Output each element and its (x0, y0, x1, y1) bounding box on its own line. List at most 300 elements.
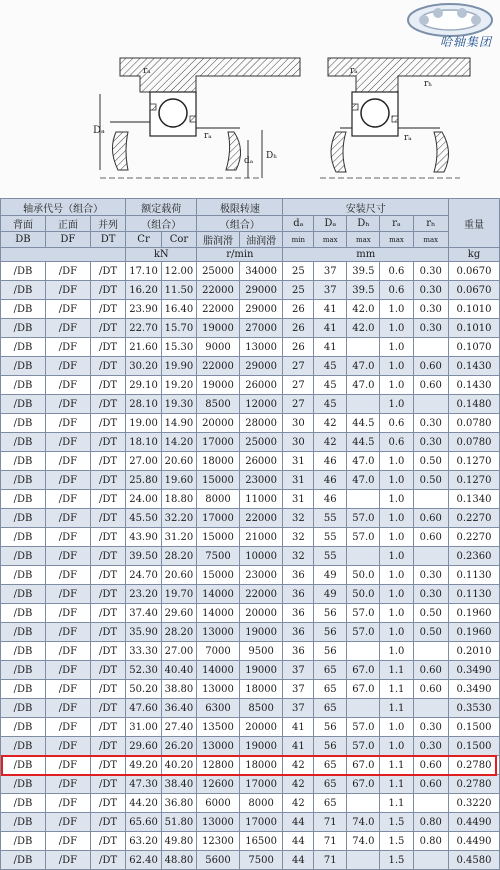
table-cell: 29000 (239, 300, 283, 319)
diagram-label-Da: Dₐ (93, 125, 105, 136)
table-cell: 0.1130 (449, 585, 500, 604)
table-cell: /DF (45, 300, 90, 319)
table-cell: 0.30 (413, 319, 449, 338)
table-cell: /DB (1, 376, 46, 395)
table-cell: 0.0670 (449, 262, 500, 281)
table-cell: 56 (314, 737, 347, 756)
table-cell: 24.70 (126, 566, 161, 585)
table-cell (413, 338, 449, 357)
table-cell: 48.80 (161, 851, 196, 870)
table-cell: 33.30 (126, 642, 161, 661)
table-cell: 1.0 (380, 490, 413, 509)
table-cell: /DT (90, 699, 125, 718)
table-cell: 35.90 (126, 623, 161, 642)
diagram-label-ra-mid: rₐ (204, 131, 212, 141)
table-cell: 0.1430 (449, 376, 500, 395)
table-cell: /DT (90, 604, 125, 623)
table-row (1, 281, 500, 300)
table-cell: 19000 (239, 661, 283, 680)
table-cell: /DF (45, 794, 90, 813)
table-cell: 0.6 (380, 262, 413, 281)
header-speed-sub: （组合） (197, 216, 283, 232)
table-cell: /DB (1, 851, 46, 870)
table-cell: 18000 (239, 756, 283, 775)
table-cell: 13000 (197, 623, 240, 642)
table-cell: 65 (314, 756, 347, 775)
table-cell: 16500 (239, 832, 283, 851)
table-cell: 0.6 (380, 433, 413, 452)
table-cell: /DB (1, 680, 46, 699)
table-cell: 36.40 (161, 699, 196, 718)
table-cell: /DF (45, 262, 90, 281)
table-cell: /DT (90, 566, 125, 585)
table-cell: 42 (283, 794, 314, 813)
table-cell: 26 (283, 319, 314, 338)
table-cell: 1.0 (380, 452, 413, 471)
table-cell: /DT (90, 585, 125, 604)
table-cell: 1.1 (380, 661, 413, 680)
table-cell: /DB (1, 414, 46, 433)
header-mounting-dims: 安装尺寸 (283, 199, 449, 216)
table-cell: /DF (45, 490, 90, 509)
table-cell: 46 (314, 471, 347, 490)
table-cell: 65 (314, 699, 347, 718)
table-cell: /DT (90, 452, 125, 471)
table-cell: 31.00 (126, 718, 161, 737)
table-row (1, 718, 500, 737)
table-cell: 65 (314, 680, 347, 699)
table-cell: 36 (283, 623, 314, 642)
table-cell: 19.90 (161, 357, 196, 376)
table-cell: 50.0 (347, 566, 380, 585)
table-cell: 1.0 (380, 300, 413, 319)
table-cell: 0.6 (380, 281, 413, 300)
table-cell (413, 642, 449, 661)
table-cell: 1.0 (380, 338, 413, 357)
table-cell: /DB (1, 775, 46, 794)
table-cell: 29.10 (126, 376, 161, 395)
table-cell: 26 (283, 338, 314, 357)
table-cell: 55 (314, 547, 347, 566)
table-cell: 0.3490 (449, 680, 500, 699)
table-cell: 15.70 (161, 319, 196, 338)
table-cell (347, 851, 380, 870)
table-row (1, 680, 500, 699)
table-cell: 12.00 (161, 262, 196, 281)
table-cell: /DT (90, 756, 125, 775)
table-cell: 14.90 (161, 414, 196, 433)
table-cell: 0.60 (413, 509, 449, 528)
table-cell: /DT (90, 528, 125, 547)
table-cell: /DF (45, 585, 90, 604)
table-cell: 71 (314, 832, 347, 851)
table-cell: 28.20 (161, 547, 196, 566)
table-cell: 13000 (197, 680, 240, 699)
table-cell: /DB (1, 604, 46, 623)
table-cell: /DT (90, 338, 125, 357)
table-cell: 36 (283, 585, 314, 604)
table-cell: 0.30 (413, 281, 449, 300)
table-cell: 49 (314, 566, 347, 585)
table-cell: 74.0 (347, 832, 380, 851)
diagram-label-Db: Dₕ (266, 151, 278, 161)
table-cell: /DB (1, 490, 46, 509)
table-cell: /DF (45, 775, 90, 794)
table-cell: 0.30 (413, 585, 449, 604)
table-cell (347, 699, 380, 718)
table-cell: 28.20 (161, 623, 196, 642)
table-cell: 56 (314, 604, 347, 623)
table-cell: 71 (314, 813, 347, 832)
table-cell: 47.0 (347, 357, 380, 376)
table-cell: 45 (314, 395, 347, 414)
table-cell: /DB (1, 262, 46, 281)
table-cell: 20000 (239, 718, 283, 737)
table-cell: /DF (45, 623, 90, 642)
table-cell: 32 (283, 547, 314, 566)
table-cell: /DB (1, 737, 46, 756)
header-dt: DT (90, 232, 125, 248)
table-cell: 16.20 (126, 281, 161, 300)
table-cell: /DB (1, 661, 46, 680)
table-row (1, 338, 500, 357)
table-cell: /DF (45, 851, 90, 870)
table-cell: 0.2780 (449, 756, 500, 775)
table-cell: 50.20 (126, 680, 161, 699)
table-cell: 0.1010 (449, 319, 500, 338)
table-cell: 20000 (197, 414, 240, 433)
table-cell: 37 (283, 699, 314, 718)
table-cell: /DT (90, 509, 125, 528)
table-cell: 31 (283, 471, 314, 490)
table-cell: 30 (283, 414, 314, 433)
table-cell: /DT (90, 319, 125, 338)
table-cell: 49.80 (161, 832, 196, 851)
table-cell: /DB (1, 642, 46, 661)
header-unit-blank (1, 248, 126, 262)
table-cell: 44 (283, 832, 314, 851)
table-cell: 47.30 (126, 775, 161, 794)
table-cell: 0.1270 (449, 452, 500, 471)
table-cell: 36 (283, 604, 314, 623)
header-Da-max: max (314, 232, 347, 248)
table-cell: 0.30 (413, 718, 449, 737)
table-cell: 23.90 (126, 300, 161, 319)
table-row (1, 319, 500, 338)
table-row (1, 775, 500, 794)
table-cell: 25 (283, 262, 314, 281)
table-cell: 17000 (239, 775, 283, 794)
header-weight: 重量 (449, 199, 500, 248)
table-cell: 14000 (197, 585, 240, 604)
table-cell: 0.30 (413, 433, 449, 452)
table-row (1, 813, 500, 832)
table-row (1, 528, 500, 547)
table-cell: 1.0 (380, 642, 413, 661)
table-cell (413, 699, 449, 718)
table-cell: 0.80 (413, 832, 449, 851)
table-cell: 45 (314, 376, 347, 395)
table-cell: 65 (314, 775, 347, 794)
table-cell: 36 (283, 566, 314, 585)
table-cell: 32 (283, 528, 314, 547)
table-cell: /DF (45, 433, 90, 452)
table-cell: 37 (283, 680, 314, 699)
header-rb: rₕ (413, 216, 449, 232)
table-cell: 9000 (197, 338, 240, 357)
table-cell (347, 642, 380, 661)
table-cell: 22000 (197, 281, 240, 300)
table-cell: 23.20 (126, 585, 161, 604)
table-cell: /DT (90, 414, 125, 433)
table-cell: 15000 (197, 566, 240, 585)
table-cell: 0.1960 (449, 604, 500, 623)
table-cell: /DF (45, 756, 90, 775)
table-cell (347, 794, 380, 813)
table-cell: 20.60 (161, 452, 196, 471)
table-cell: 42 (314, 433, 347, 452)
table-cell: 39.50 (126, 547, 161, 566)
table-cell: /DF (45, 547, 90, 566)
table-cell: 13500 (197, 718, 240, 737)
table-cell: 67.0 (347, 756, 380, 775)
table-cell: 42 (283, 756, 314, 775)
table-cell: /DF (45, 737, 90, 756)
table-cell: 56 (314, 623, 347, 642)
table-cell: /DB (1, 471, 46, 490)
table-cell: /DT (90, 623, 125, 642)
table-cell: 62.40 (126, 851, 161, 870)
table-cell: 11000 (239, 490, 283, 509)
table-cell: 32.20 (161, 509, 196, 528)
table-cell: 0.60 (413, 775, 449, 794)
table-cell: 6000 (197, 794, 240, 813)
table-cell: /DF (45, 642, 90, 661)
table-cell: /DB (1, 718, 46, 737)
table-cell: /DB (1, 452, 46, 471)
table-cell: /DF (45, 813, 90, 832)
table-cell: 0.1500 (449, 737, 500, 756)
table-cell: /DB (1, 338, 46, 357)
table-cell: 47.0 (347, 376, 380, 395)
table-cell: 46 (314, 452, 347, 471)
table-cell: 19000 (197, 319, 240, 338)
table-row (1, 604, 500, 623)
table-cell: /DT (90, 794, 125, 813)
table-cell: 44.5 (347, 414, 380, 433)
table-cell: 9500 (239, 642, 283, 661)
table-cell: 57.0 (347, 509, 380, 528)
diagram-label-da: dₐ (244, 156, 254, 166)
table-cell: 28000 (239, 414, 283, 433)
table-cell: /DF (45, 414, 90, 433)
table-cell (413, 490, 449, 509)
table-cell: 26 (283, 300, 314, 319)
table-cell: 41 (283, 737, 314, 756)
table-cell: 41 (283, 718, 314, 737)
table-cell: 50.0 (347, 585, 380, 604)
table-cell: 1.0 (380, 737, 413, 756)
table-cell: 10000 (239, 547, 283, 566)
table-cell: 1.5 (380, 851, 413, 870)
table-cell: /DB (1, 813, 46, 832)
table-cell: 32 (283, 509, 314, 528)
table-cell: 16.40 (161, 300, 196, 319)
table-cell: /DT (90, 718, 125, 737)
table-cell: 1.0 (380, 585, 413, 604)
table-cell: 21.60 (126, 338, 161, 357)
table-cell: 0.50 (413, 623, 449, 642)
table-cell: 0.4490 (449, 832, 500, 851)
table-cell: 27.40 (161, 718, 196, 737)
table-cell: 46 (314, 490, 347, 509)
table-cell: /DF (45, 661, 90, 680)
table-cell: 49 (314, 585, 347, 604)
table-cell: 22.70 (126, 319, 161, 338)
table-cell: /DF (45, 699, 90, 718)
table-cell: 0.3490 (449, 661, 500, 680)
table-cell: 14000 (197, 661, 240, 680)
company-logo-text: 哈轴集团 (439, 35, 492, 49)
table-cell: /DT (90, 490, 125, 509)
table-cell: /DB (1, 566, 46, 585)
table-cell (347, 490, 380, 509)
table-cell: 40.20 (161, 756, 196, 775)
table-cell: 1.0 (380, 718, 413, 737)
table-cell: 38.80 (161, 680, 196, 699)
table-cell: 36.80 (161, 794, 196, 813)
table-cell: /DF (45, 528, 90, 547)
table-cell: 19.60 (161, 471, 196, 490)
table-cell (347, 395, 380, 414)
table-cell: 34000 (239, 262, 283, 281)
table-cell: 1.0 (380, 528, 413, 547)
table-cell: 0.1500 (449, 718, 500, 737)
table-cell: 1.0 (380, 509, 413, 528)
header-ra: rₐ (380, 216, 413, 232)
table-cell: 0.4580 (449, 851, 500, 870)
table-cell: 14.20 (161, 433, 196, 452)
table-row (1, 794, 500, 813)
table-cell: 1.5 (380, 813, 413, 832)
table-cell: /DB (1, 585, 46, 604)
table-cell: 1.0 (380, 376, 413, 395)
table-cell: 12000 (239, 395, 283, 414)
table-cell: 19.70 (161, 585, 196, 604)
table-cell: 31.20 (161, 528, 196, 547)
table-cell: /DF (45, 509, 90, 528)
table-cell: /DB (1, 756, 46, 775)
header-limit-speed: 极限转速 (197, 199, 283, 216)
table-row (1, 661, 500, 680)
table-cell: /DT (90, 851, 125, 870)
table-cell: 0.50 (413, 604, 449, 623)
table-cell: 31 (283, 452, 314, 471)
table-row (1, 566, 500, 585)
table-cell: 0.3220 (449, 794, 500, 813)
table-cell: /DF (45, 566, 90, 585)
table-cell: 19.20 (161, 376, 196, 395)
table-header (1, 199, 500, 262)
table-cell: 13000 (197, 813, 240, 832)
table-cell: /DB (1, 794, 46, 813)
table-cell: 26000 (239, 376, 283, 395)
table-cell: 27.00 (126, 452, 161, 471)
header-ra-max: max (380, 232, 413, 248)
table-cell: 13000 (197, 737, 240, 756)
table-cell: /DF (45, 376, 90, 395)
table-cell: 15000 (197, 471, 240, 490)
table-cell: /DT (90, 832, 125, 851)
table-cell: 0.60 (413, 680, 449, 699)
table-cell: 20.60 (161, 566, 196, 585)
header-Db: Dₕ (347, 216, 380, 232)
table-cell: 19000 (239, 737, 283, 756)
table-cell: 0.30 (413, 566, 449, 585)
table-cell: 27.00 (161, 642, 196, 661)
table-cell: /DF (45, 452, 90, 471)
table-cell: 31 (283, 490, 314, 509)
table-cell: 7500 (239, 851, 283, 870)
table-cell: 27 (283, 395, 314, 414)
table-cell (413, 395, 449, 414)
table-cell: 57.0 (347, 623, 380, 642)
table-cell: 42 (314, 414, 347, 433)
table-cell: /DB (1, 832, 46, 851)
table-cell: 0.1070 (449, 338, 500, 357)
table-cell: 43.90 (126, 528, 161, 547)
left-drawing (93, 58, 300, 178)
table-cell: 0.30 (413, 262, 449, 281)
table-cell: 51.80 (161, 813, 196, 832)
table-cell: 12300 (197, 832, 240, 851)
table-cell: 44.5 (347, 433, 380, 452)
table-cell: /DT (90, 661, 125, 680)
table-cell: /DF (45, 357, 90, 376)
table-row (1, 471, 500, 490)
table-row (1, 585, 500, 604)
table-cell: 47.60 (126, 699, 161, 718)
table-cell: 37.40 (126, 604, 161, 623)
table-cell: 1.0 (380, 623, 413, 642)
table-row (1, 357, 500, 376)
table-cell: 18000 (239, 680, 283, 699)
table-cell: 0.1340 (449, 490, 500, 509)
table-cell: 47.0 (347, 471, 380, 490)
table-cell: 65 (314, 794, 347, 813)
table-cell: /DF (45, 471, 90, 490)
table-cell: 1.0 (380, 395, 413, 414)
table-cell: 19.30 (161, 395, 196, 414)
table-cell: 1.1 (380, 680, 413, 699)
table-cell: /DT (90, 395, 125, 414)
table-row (1, 699, 500, 718)
table-cell: 1.1 (380, 756, 413, 775)
table-cell: /DB (1, 357, 46, 376)
table-cell: 1.5 (380, 832, 413, 851)
table-cell: /DB (1, 699, 46, 718)
table-row (1, 851, 500, 870)
table-body (1, 262, 500, 870)
table-cell: 42.0 (347, 319, 380, 338)
header-front: 正面 (45, 216, 90, 232)
table-cell: 37 (314, 262, 347, 281)
table-cell (413, 547, 449, 566)
table-cell: 15000 (197, 528, 240, 547)
table-cell: 23000 (239, 471, 283, 490)
table-cell: 0.2360 (449, 547, 500, 566)
table-cell: /DB (1, 395, 46, 414)
